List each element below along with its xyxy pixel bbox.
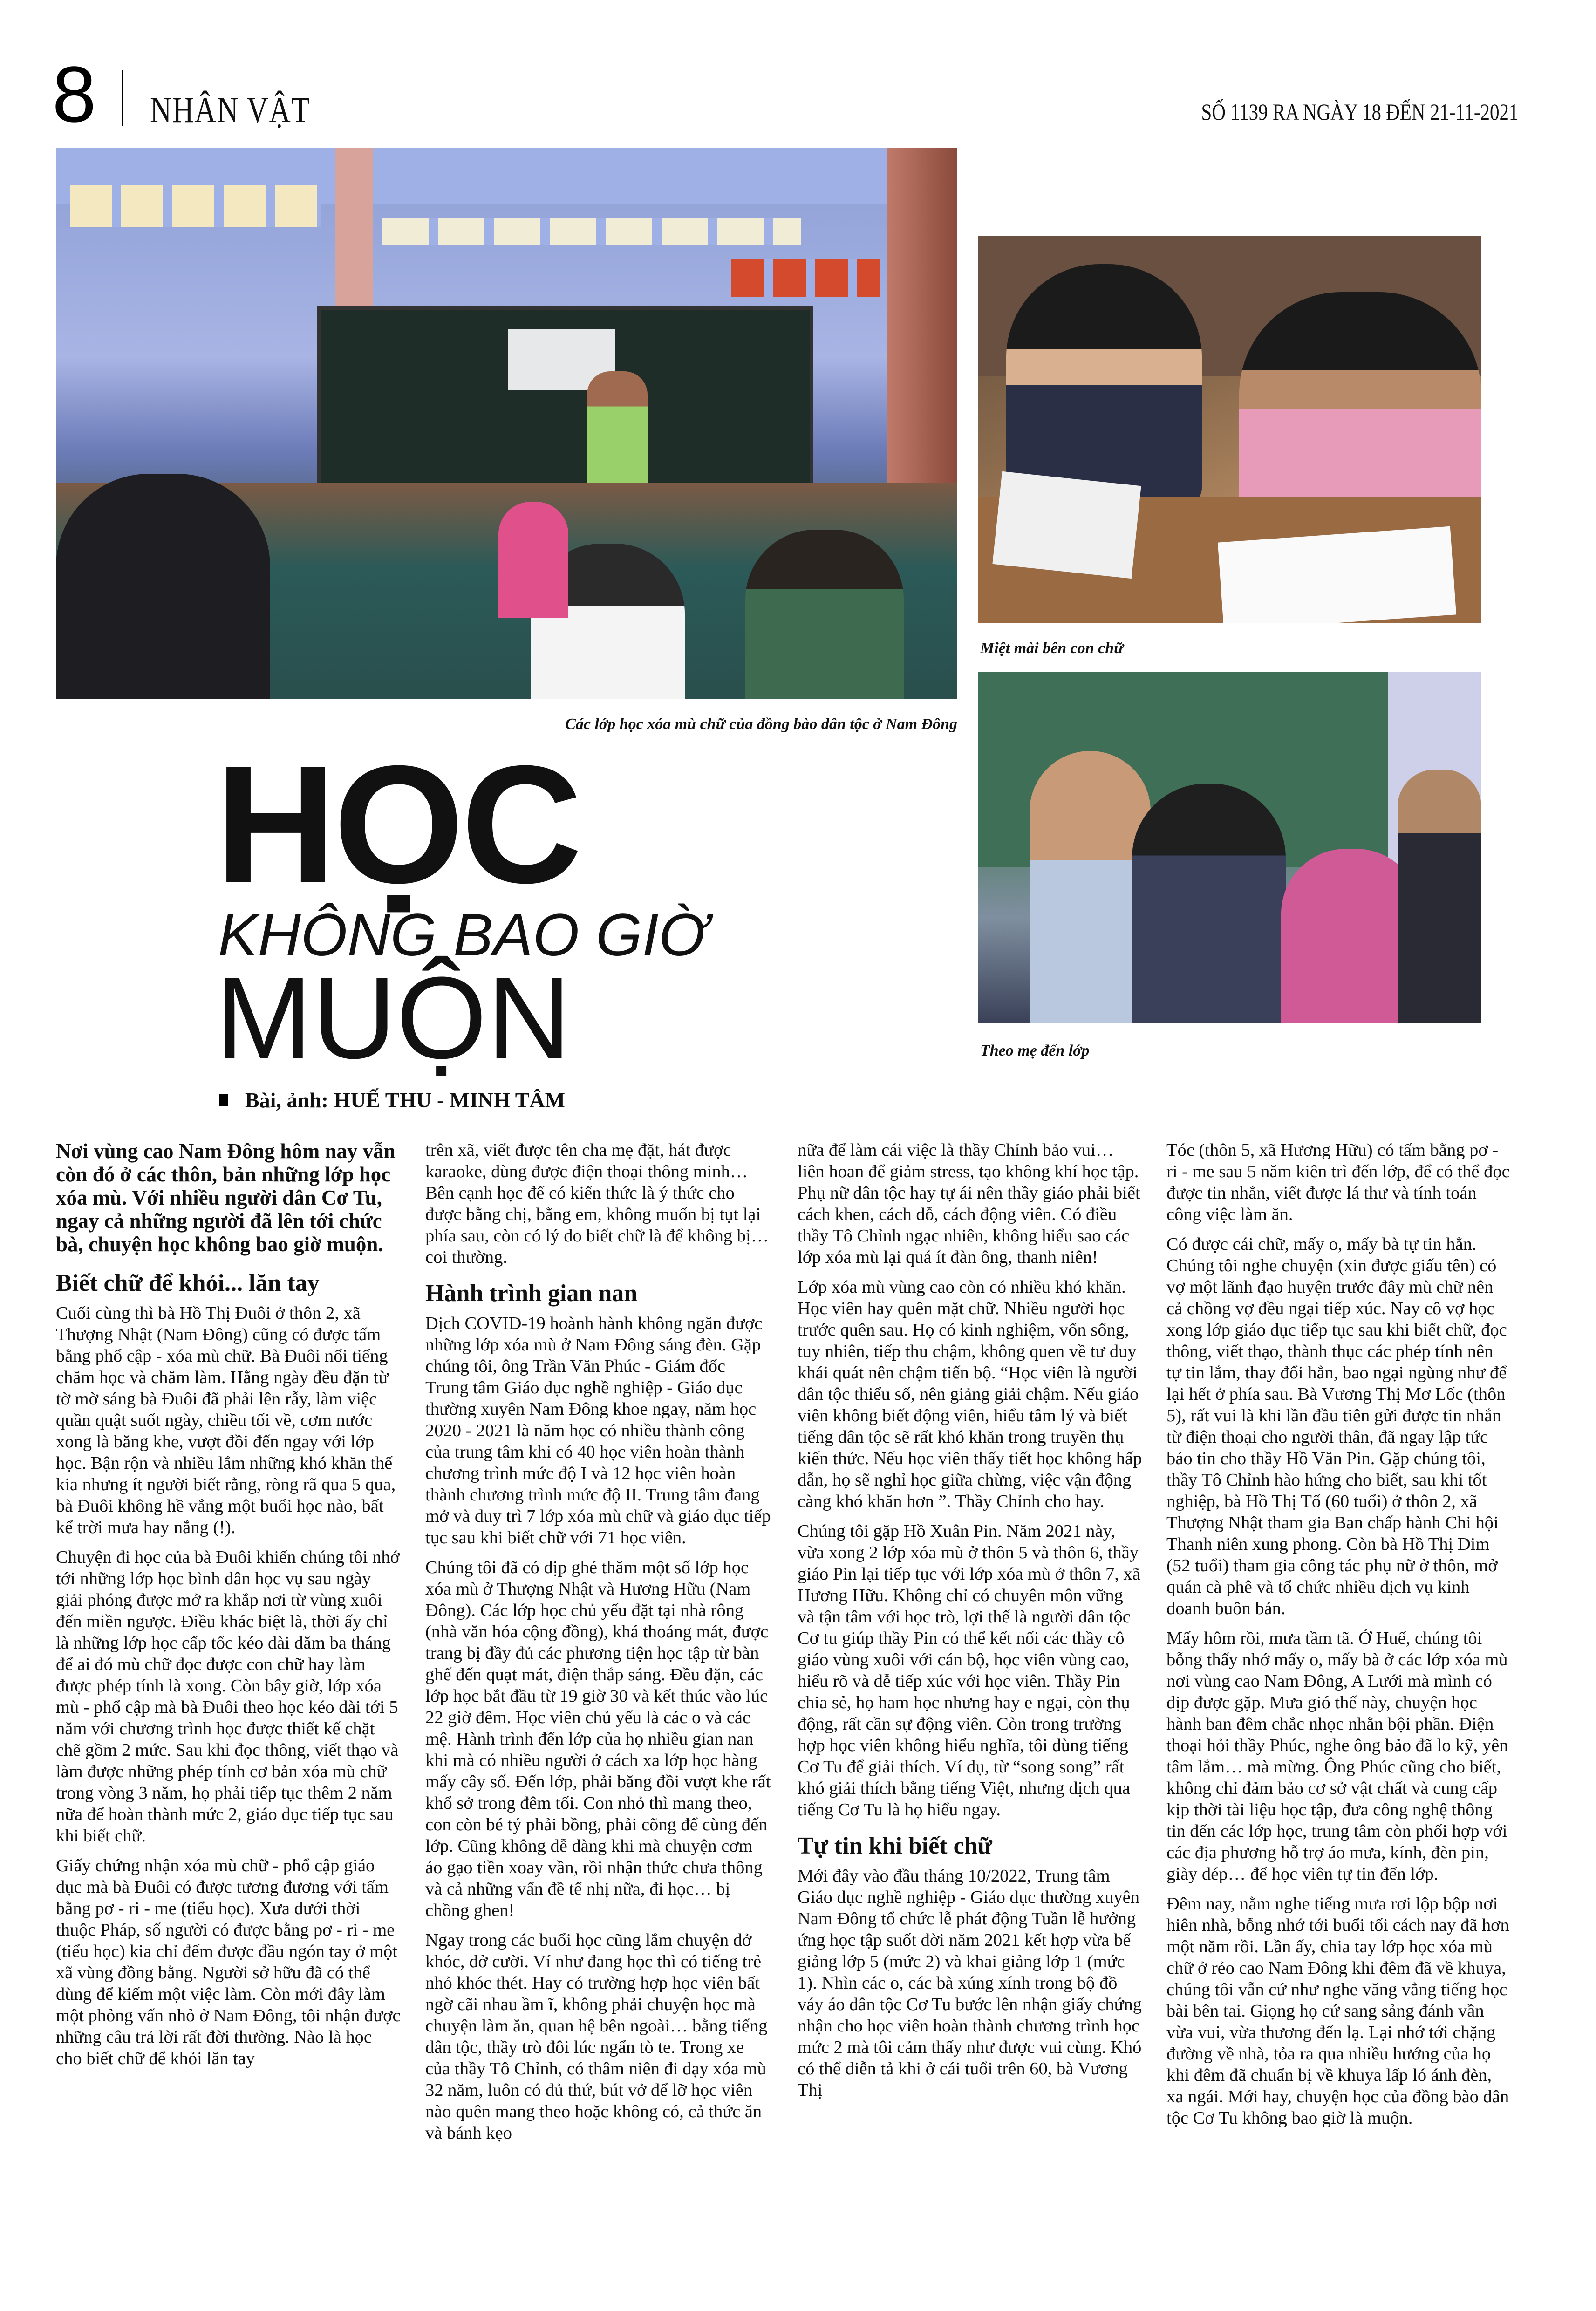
paragraph: Ngay trong các buổi học cũng lắm chuyện dở khóc, dở cười. Ví như đang học thì có tiếng trẻ nhỏ khóc thét. Hay có trường hợp học viên bất ngờ cãi nhau ầm ĩ, không phải chuyện học mà chuyện làm ăn, quan hệ bên ngoài… bằng tiếng dân tộc, thầy trò đôi lúc ngẩn tò te. Trong xe của thầy Tô Chỉnh, có thâm niên đi dạy xóa mù 32 năm, luôn có đủ thứ, bút vở để lỡ học viên nào quên mang theo hoặc không có, cả thức ăn và bánh kẹo (425, 1930, 768, 2143)
paragraph: Chuyện đi học của bà Đuôi khiến chúng tôi nhớ tới những lớp học bình dân học vụ sau ngày giải phóng được mở ra khắp nơi từ vùng xuôi đến miền ngược. Điều khác biệt là, thời ấy chỉ là những lớp học cấp tốc kéo dài dăm ba tháng để ai đó mù chữ đọc được con chữ hay làm được phép tính là xong. Còn bây giờ, lớp xóa mù - phổ cập mà bà Đuôi theo học kéo dài tới 5 năm với chương trình học được thiết kế chặt chẽ gồm 2 mức. Sau khi đọc thông, viết thạo và làm được những phép tính cơ bản xóa mù chữ trong vòng 3 năm, họ phải tiếp tục thêm 2 năm nữa để hoàn thành mức 2, giáo dục tiếp tục sau khi biết chữ. (56, 1547, 400, 1846)
header-divider (122, 70, 123, 126)
headline-line-2: KHÔNG BAO GIỜ (218, 902, 707, 968)
teacher (1398, 770, 1481, 1023)
mother (1132, 784, 1286, 1023)
paragraph: trên xã, viết được tên cha mẹ đặt, hát được karaoke, dùng được điện thoại thông minh… Bên cạnh học để có kiến thức là ý thức cho được bằng chị, bằng em, không muốn bị tụt lại phía sau, còn có lý do biết chữ là để không bị… coi thường. (425, 1140, 769, 1267)
certificates (382, 218, 801, 245)
byline-text: Bài, ảnh: HUẾ THU - MINH TÂM (245, 1088, 566, 1112)
headline-line-1: HỌC (215, 731, 580, 918)
issue-info: SỐ 1139 RA NGÀY 18 ĐẾN 21-11-2021 (1201, 99, 1519, 125)
headline-line-3: MUỘN (215, 953, 571, 1083)
notebook (1218, 526, 1456, 623)
paragraph: nữa để làm cái việc là thầy Chỉnh bảo vui… liên hoan để giảm stress, tạo không khí học tập. Phụ nữ dân tộc hay tự ái nên thầy giáo phải biết cách khen, cách dỗ, cách động viên. Có điều thầy Tô Chỉnh ngạc nhiên, không hiểu sao các lớp xóa mù lại quá ít đàn ông, thanh niên! (798, 1140, 1140, 1267)
student (498, 502, 568, 618)
article-column-2 (425, 1139, 771, 2152)
article-column-3 (798, 1139, 1143, 2109)
photo-caption: Theo mẹ đến lớp (980, 1042, 1090, 1059)
pennants (731, 259, 880, 297)
article-column-1 (56, 1139, 402, 2078)
mother-child-photo (978, 672, 1481, 1023)
byline (219, 1088, 565, 1113)
paragraph: Mới đây vào đầu tháng 10/2022, Trung tâm Giáo dục nghề nghiệp - Giáo dục thường xuyên Nam Đông tổ chức lễ phát động Tuần lễ hưởng ứng học tập suốt đời năm 2021 kết hợp vừa bế giảng lớp 5 (mức 2) và khai giảng lớp 1 (mức 1). Nhìn các o, các bà xúng xính trong bộ đồ váy áo dân tộc Cơ Tu bước lên nhận giấy chứng nhận cho học viên hoàn thành chương trình học mức 2 mà tôi cảm thấy như được vui cùng. Khó có thể diễn tả khi ở cái tuổi trên 60, bà Vương Thị (798, 1866, 1142, 2100)
certificates (70, 185, 321, 227)
paragraph: Lớp xóa mù vùng cao còn có nhiều khó khăn. Học viên hay quên mặt chữ. Nhiều người học trước quên sau. Họ có kinh nghiệm, vốn sống, tuy nhiên, tiếp thu chậm, không quen về tư duy khái quát nên chậm tiến bộ. “Học viên là người dân tộc thiểu số, nên giảng giải chậm. Nếu giáo viên không biết động viên, hiểu tâm lý và biết tiếng dân tộc sẽ rất khó khăn trong truyền thụ kiến thức. Nếu học viên thấy tiết học không hấp dẫn, họ sẽ nghỉ học giữa chừng, việc vận động càng khó khăn hơn ”. Thầy Chỉnh cho hay. (798, 1277, 1142, 1511)
section-heading: Biết chữ để khỏi... lăn tay (56, 1270, 320, 1296)
paragraph: Dịch COVID-19 hoành hành không ngăn được những lớp xóa mù ở Nam Đông sáng đèn. Gặp chúng tôi, ông Trần Văn Phúc - Giám đốc Trung tâm Giáo dục nghề nghiệp - Giáo dục thường xuyên Nam Đông khoe ngay, năm học 2020 - 2021 là năm học có nhiều thành công của trung tâm khi có 40 học viên hoàn thành chương trình mức độ I và 12 học viên hoàn thành chương trình mức độ II. Trung tâm đang mở và duy trì 7 lớp xóa mù chữ và giáo dục tiếp tục sau khi biết chữ với 71 học viên. (425, 1314, 771, 1547)
section-title: NHÂN VẬT (150, 89, 311, 130)
paragraph: Đêm nay, nằm nghe tiếng mưa rơi lộp bộp nơi hiên nhà, bỗng nhớ tới buổi tối cách nay đã hơn một năm rồi. Lần ấy, chia tay lớp học xóa mù chữ ở rẻo cao Nam Đông khi đêm đã về khuya, chúng tôi vẫn cứ như nghe văng vẳng tiếng học bài bên tai. Giọng họ cứ sang sảng đánh vần vừa vui, vừa thương đến lạ. Lại nhớ tới chặng đường về nhà, tỏa ra qua nhiều hướng của họ khi đêm đã chuẩn bị về khuya lấp ló ánh đèn, xa ngái. Mới hay, chuyện học của đồng bào dân tộc Cơ Tu không bao giờ là muộn. (1166, 1894, 1509, 2128)
page-number: 8 (52, 50, 96, 139)
section-heading: Tự tin khi biết chữ (798, 1833, 992, 1859)
paragraph: Tóc (thôn 5, xã Hương Hữu) có tấm bằng pơ - ri - me sau 5 năm kiên trì đến lớp, để có thể đọc được tin nhắn, viết được lá thư và tính toán công việc làm ăn. (1166, 1140, 1510, 1224)
article-lead: Nơi vùng cao Nam Đông hôm nay vẫn còn đó ở các thôn, bản những lớp học xóa mù. Với nhiều người dân Cơ Tu, ngay cả những người đã lên tới chức bà, chuyện học không bao giờ muộn. (56, 1139, 396, 1256)
notebook (992, 471, 1141, 579)
student (56, 474, 270, 699)
bullet-square-icon (219, 1094, 228, 1106)
section-heading: Hành trình gian nan (425, 1280, 638, 1307)
photo-caption: Các lớp học xóa mù chữ của đồng bào dân tộc ở Nam Đông (565, 716, 957, 733)
paragraph: Chúng tôi gặp Hồ Xuân Pin. Năm 2021 này, vừa xong 2 lớp xóa mù ở thôn 5 và thôn 6, thầy giáo Pin lại tiếp tục với lớp xóa mù ở thôn 7, xã Hương Hữu. Không chỉ có chuyên môn vững và tận tâm với học trò, lợi thế là người dân tộc Cơ tu giúp thầy Pin có thể kết nối các thầy cô giáo vùng xuôi với cán bộ, học viên vùng cao, hiểu rõ và dễ tiếp xúc với học viên. Thầy Pin chia sẻ, họ ham học nhưng hay e ngại, còn thụ động, rất cần sự động viên. Còn trong trường hợp học viên không hiểu nghĩa, tôi dùng tiếng Cơ Tu để giải thích. Ví dụ, từ “song song” rất khó giải thích bằng tiếng Việt, nhưng dịch qua tiếng Cơ Tu là họ hiểu ngay. (798, 1521, 1140, 1820)
classroom-photo (56, 148, 957, 699)
student (1006, 264, 1202, 506)
article-column-4 (1166, 1139, 1512, 2137)
paragraph: Chúng tôi đã có dịp ghé thăm một số lớp học xóa mù ở Thượng Nhật và Hương Hữu (Nam Đông). Các lớp học chủ yếu đặt tại nhà rông (nhà văn hóa cộng đồng), khá thoáng mát, được trang bị đầy đủ các phương tiện học tập từ bàn ghế đến quạt mát, điện thắp sáng. Đều đặn, các lớp học bắt đầu từ 19 giờ 30 và kết thúc vào lúc 22 giờ đêm. Học viên chủ yếu là các o và các mệ. Hành trình đến lớp của họ nhiều gian nan khi mà có nhiều người ở cách xa lớp học hàng mấy cây số. Đến lớp, phải băng đồi vượt khe rất khổ sở trong đêm tối. Con nhỏ thì mang theo, con còn bé tý phải bồng, phải cõng để cùng đến lớp. Cũng không dễ dàng khi mà chuyện cơm áo gạo tiền xoay vần, rồi nhận thức chưa thông và cả những vấn đề tế nhị nữa, đi học… bị chồng ghen! (425, 1558, 771, 1920)
student (745, 530, 904, 699)
students-writing-photo (978, 236, 1481, 623)
photo-caption: Miệt mài bên con chữ (980, 640, 1124, 657)
paragraph: Cuối cùng thì bà Hồ Thị Đuôi ở thôn 2, xã Thượng Nhật (Nam Đông) cũng có được tấm bằng phổ cập - xóa mù chữ. Bà Đuôi nổi tiếng chăm học và chăm làm. Hằng ngày đều đặn từ tờ mờ sáng bà Đuôi đã phải lên rẫy, làm việc quần quật suốt ngày, chiều tối về, cơm nước xong là băng khe, vượt đồi đến ngay với lớp học. Bận rộn và nhiều lắm những khó khăn thế kia nhưng ít người biết rằng, ròng rã qua 5 qua, bà Đuôi không hề vắng một buổi học nào, bất kể trời mưa hay nắng (!). (56, 1303, 396, 1537)
paragraph: Giấy chứng nhận xóa mù chữ - phổ cập giáo dục mà bà Đuôi có được tương đương với tấm bằng pơ - ri - me (tiểu học). Xưa dưới thời thuộc Pháp, số người có được bằng pơ - ri - me (tiểu học) kia chỉ đếm được đầu ngón tay ở một xã vùng đồng bằng. Người sở hữu đã có thể dùng để kiếm một việc làm. Còn mới đây làm một phỏng vấn nhỏ ở Nam Đông, tôi nhận được những câu trả lời rất đời thường. Nào là học cho biết chữ để khỏi lăn tay (56, 1856, 401, 2068)
paragraph: Mấy hôm rồi, mưa tầm tã. Ở Huế, chúng tôi bỗng thấy nhớ mấy o, mấy bà ở các lớp xóa mù nơi vùng cao Nam Đông, A Lưới mà mình có dịp được gặp. Mưa gió thế này, chuyện học hành ban đêm chắc nhọc nhằn bội phần. Điện thoại hỏi thầy Phúc, nghe ông bảo đã lo kỹ, yên tâm lắm… mà mừng. Ông Phúc cũng cho biết, không chỉ đảm bảo cơ sở vật chất và cung cấp kịp thời tài liệu học tập, đưa công nghệ thông tin đến các lớp học, trung tâm còn phối hợp với các địa phương hỗ trợ áo mưa, kính, đèn pin, giày dép… để học viên tự tin đến lớp. (1166, 1629, 1508, 1884)
paragraph: Có được cái chữ, mấy o, mấy bà tự tin hẳn. Chúng tôi nghe chuyện (xin được giấu tên) có vợ một lãnh đạo huyện trước đây mù chữ nên cả chồng vợ đều ngại tiếp xúc. Nay cô vợ học xong lớp giáo dục tiếp tục sau khi biết chữ, đọc thông, viết thạo, thành thục các phép tính nên tự tin lắm, thay đổi hẳn, bao ngại ngùng như để lại hết ở phía sau. Bà Vương Thị Mơ Lốc (thôn 5), rất vui là khi lần đầu tiên gửi được tin nhắn từ điện thoại cho người thân, đã ngay lập tức báo tin cho thầy Hồ Văn Pin. Gặp chúng tôi, thầy Tô Chỉnh hào hứng cho biết, sau khi tốt nghiệp, bà Hồ Thị Tố (60 tuổi) ở thôn 2, xã Thượng Nhật tham gia Ban chấp hành Chi hội Thanh niên xung phong. Còn bà Hồ Thị Dim (52 tuổi) tham gia công tác phụ nữ ở thôn, mở quán cà phê và tổ chức nhiều dịch vụ kinh doanh buôn bán. (1166, 1234, 1507, 1618)
